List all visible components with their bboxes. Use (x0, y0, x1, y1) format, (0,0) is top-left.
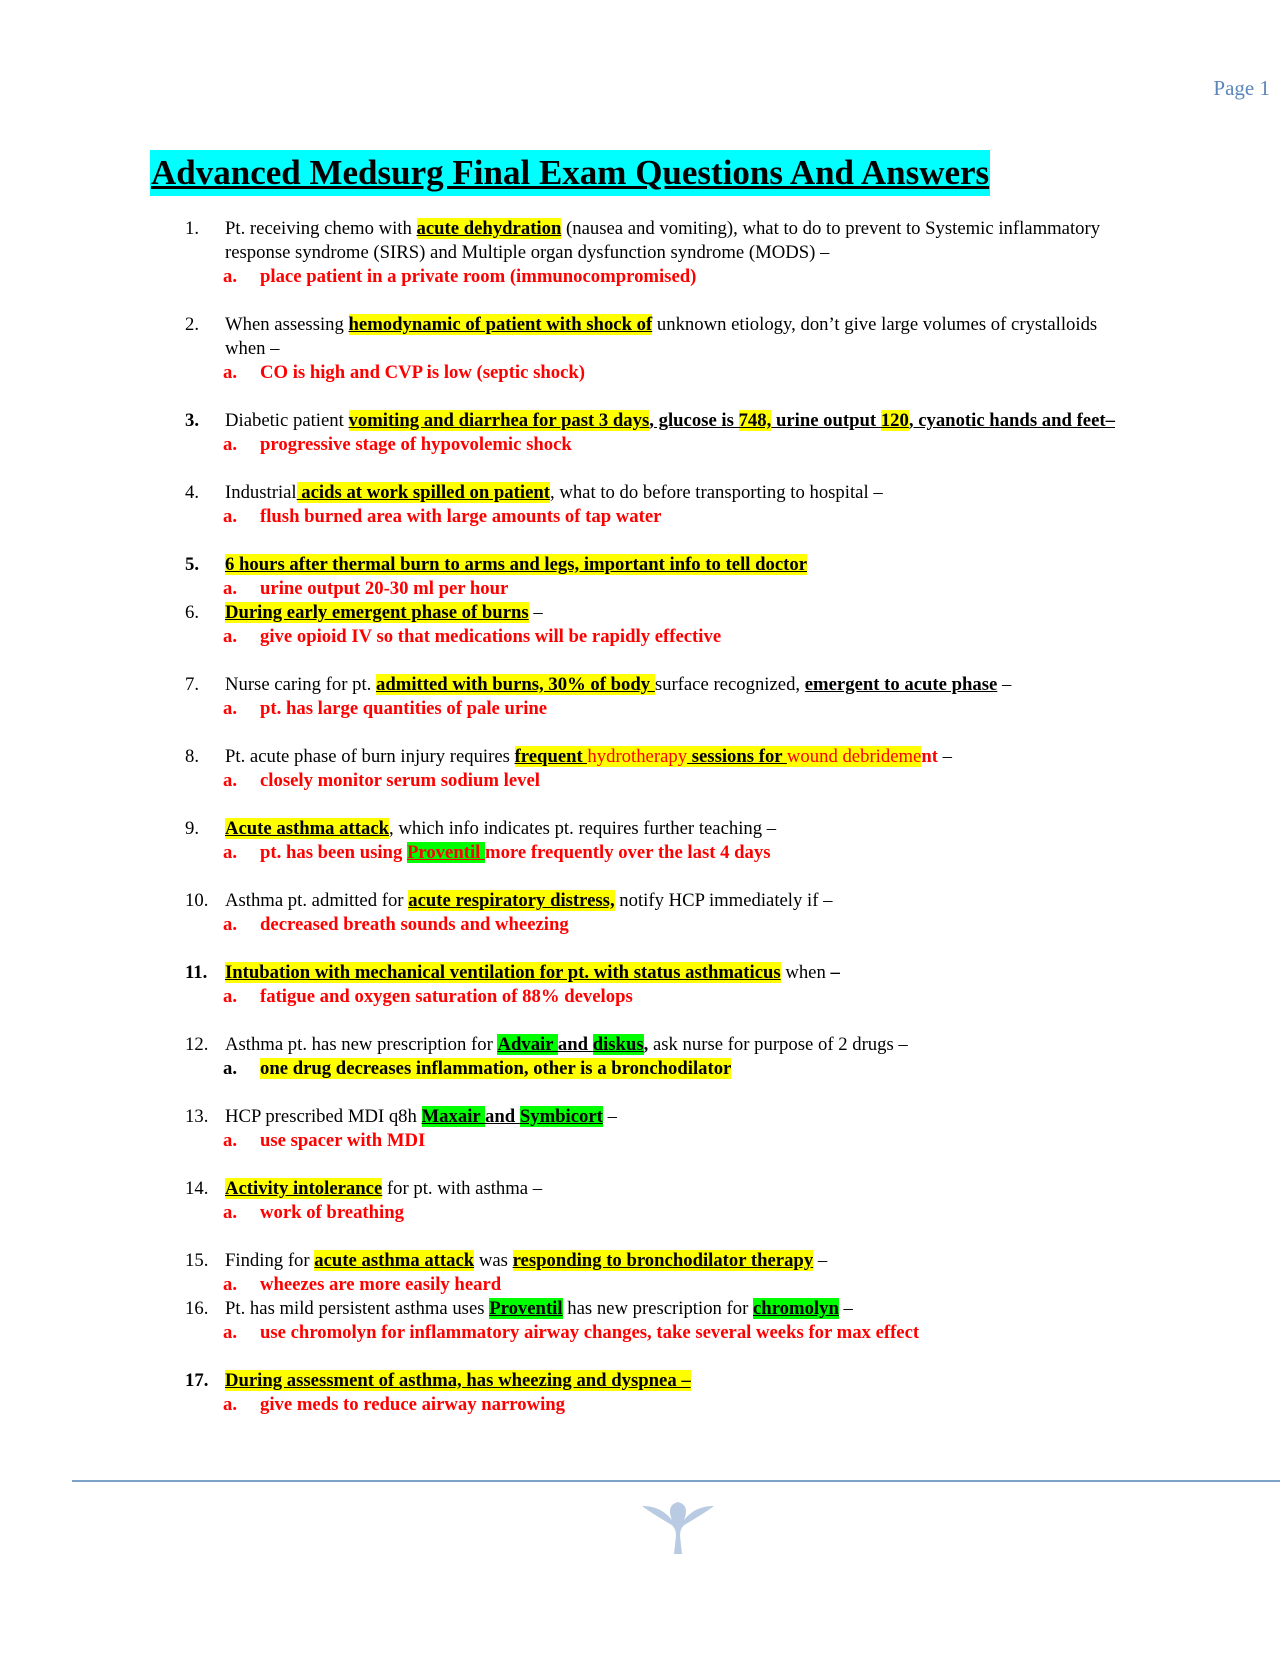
answer-text: give meds to reduce airway narrowing (260, 1394, 566, 1415)
question-text: Pt. has mild persistent asthma uses (225, 1298, 490, 1319)
answer-letter: a. (223, 1394, 238, 1415)
highlight-text: sessions for (687, 746, 787, 767)
highlight-text: chromolyn (753, 1298, 839, 1319)
answer-text: more frequently over the last 4 days (485, 842, 771, 863)
answer-text: use chromolyn for inflammatory airway changes, take several weeks for max effect (260, 1322, 920, 1343)
answer-letter: a. (223, 506, 238, 527)
highlight-text: admitted with burns, 30% of body (376, 674, 655, 695)
highlight-text: 120 (880, 410, 909, 431)
question-2 (185, 313, 1115, 361)
answer-4 (145, 505, 1115, 529)
answer-text: pt. has large quantities of pale urine (260, 698, 548, 719)
answer-text: CO is high and CVP is low (septic shock) (260, 362, 586, 383)
highlight-text: Intubation with mechanical ventilation for pt. with status asthmaticus (225, 962, 781, 983)
question-text: Pt. receiving chemo with (225, 218, 417, 239)
question-text: , (643, 1034, 649, 1055)
emphasis-text: and (485, 1106, 520, 1127)
answer-letter: a. (223, 1322, 238, 1343)
answer-text: place patient in a private room (immunocompromised) (260, 266, 697, 287)
question-text: , what to do before transporting to hospital – (549, 482, 883, 503)
answer-8 (145, 769, 1115, 793)
highlight-text: vomiting and diarrhea for past 3 days (348, 410, 650, 431)
answer-text: wheezes are more easily heard (260, 1274, 502, 1295)
question-11 (185, 961, 1115, 985)
answer-6 (145, 625, 1115, 649)
question-17 (185, 1369, 1115, 1393)
highlight-text: acute asthma attack (314, 1250, 475, 1271)
answer-text: progressive stage of hypovolemic shock (260, 434, 572, 455)
answer-text: work of breathing (260, 1202, 404, 1223)
question-number: 2. (185, 314, 200, 335)
question-text: Nurse caring for pt. (225, 674, 377, 695)
question-13 (185, 1105, 1115, 1129)
question-text: was (474, 1250, 513, 1271)
question-number: 12. (185, 1034, 209, 1055)
question-text: has new prescription for (562, 1298, 754, 1319)
answer-11 (145, 985, 1115, 1009)
question-list (185, 217, 1115, 1417)
answer-letter: a. (223, 1058, 238, 1079)
question-text: notify HCP immediately if – (614, 890, 833, 911)
question-text: – (997, 674, 1012, 695)
question-text: Diabetic patient (225, 410, 349, 431)
question-6 (185, 601, 1115, 625)
answer-text: closely monitor serum sodium level (260, 770, 540, 791)
question-4 (185, 481, 1115, 505)
question-text: – (813, 1250, 828, 1271)
answer-9 (145, 841, 1115, 865)
question-number: 13. (185, 1106, 209, 1127)
answer-letter: a. (223, 842, 238, 863)
question-number: 7. (185, 674, 200, 695)
answer-text: use spacer with MDI (260, 1130, 426, 1151)
answer-text: flush burned area with large amounts of tap water (260, 506, 662, 527)
question-number: 1. (185, 218, 200, 239)
question-number: 8. (185, 746, 200, 767)
highlight-text: responding to bronchodilator therapy (512, 1250, 814, 1271)
question-text: (nausea and vomiting), what to do to prevent to Systemic inflammatory response syndrome (SIRS) and Multiple organ dysfunction syndrome (MODS) – (225, 218, 1101, 263)
question-15 (185, 1249, 1115, 1273)
answer-13 (145, 1129, 1115, 1153)
question-number: 15. (185, 1250, 209, 1271)
question-14 (185, 1177, 1115, 1201)
highlight-text: frequent (514, 746, 588, 767)
question-7 (185, 673, 1115, 697)
question-text: When assessing (225, 314, 349, 335)
question-text: surface recognized, (654, 674, 805, 695)
answer-15 (145, 1273, 1115, 1297)
question-text: Asthma pt. has new prescription for (225, 1034, 498, 1055)
question-8 (185, 745, 1115, 769)
question-number: 16. (185, 1298, 209, 1319)
question-text: Asthma pt. admitted for (225, 890, 409, 911)
answer-letter: a. (223, 1274, 238, 1295)
question-number: 11. (185, 962, 208, 983)
answer-letter: a. (223, 266, 238, 287)
question-3 (185, 409, 1115, 433)
question-text: , glucose is (649, 410, 739, 431)
question-number: 10. (185, 890, 209, 911)
question-text: Industrial (225, 482, 297, 503)
emphasis-text: emergent to acute phase (804, 674, 998, 695)
answer-letter: a. (223, 362, 238, 383)
answer-text: give opioid IV so that medications will be rapidly effective (260, 626, 722, 647)
highlight-text: acute respiratory distress, (408, 890, 615, 911)
question-number: 9. (185, 818, 200, 839)
question-number: 14. (185, 1178, 209, 1199)
question-number: 5. (185, 554, 200, 575)
answer-10 (145, 913, 1115, 937)
question-16 (185, 1297, 1115, 1321)
highlight-text: wound debrideme (786, 746, 922, 767)
highlight-text: diskus (592, 1034, 644, 1055)
answer-text: one drug decreases inflammation, other is a bronchodilator (260, 1058, 732, 1079)
answer-letter: a. (223, 770, 238, 791)
question-12 (185, 1033, 1115, 1057)
emphasis-text: and (557, 1034, 593, 1055)
answer-5 (145, 577, 1115, 601)
answer-letter: a. (223, 1202, 238, 1223)
question-text: Finding for (225, 1250, 315, 1271)
question-9 (185, 817, 1115, 841)
answer-letter: a. (223, 626, 238, 647)
answer-17 (145, 1393, 1115, 1417)
answer-text: fatigue and oxygen saturation of 88% develops (260, 986, 633, 1007)
question-text: , which info indicates pt. requires further teaching – (389, 818, 777, 839)
question-text: for pt. with asthma – (382, 1178, 543, 1199)
answer-text: urine output 20-30 ml per hour (260, 578, 509, 599)
answer-7 (145, 697, 1115, 721)
question-text: urine output (771, 410, 881, 431)
question-10 (185, 889, 1115, 913)
answer-letter: a. (223, 986, 238, 1007)
question-1 (185, 217, 1115, 265)
question-text: unknown etiology, don’t give large volumes of crystalloids when – (225, 314, 1098, 359)
answer-letter: a. (223, 578, 238, 599)
answer-text: decreased breath sounds and wheezing (260, 914, 569, 935)
bird-logo-icon (640, 1500, 716, 1556)
question-text: , cyanotic hands and feet– (908, 410, 1115, 431)
answer-16 (145, 1321, 1115, 1345)
answer-14 (145, 1201, 1115, 1225)
answer-letter: a. (223, 914, 238, 935)
question-number: 4. (185, 482, 200, 503)
highlight-text: Proventil (406, 842, 485, 863)
footer-divider (72, 1480, 1280, 1482)
question-text: HCP prescribed MDI q8h (225, 1106, 422, 1127)
document-title: Advanced Medsurg Final Exam Questions And Answers (150, 150, 990, 196)
highlight-text: Proventil (489, 1298, 563, 1319)
answer-2 (145, 361, 1115, 385)
highlight-text: acute dehydration (416, 218, 562, 239)
highlight-text: Activity intolerance (225, 1178, 383, 1199)
highlight-text: Advair (497, 1034, 558, 1055)
answer-letter: a. (223, 698, 238, 719)
highlight-text: Symbicort (519, 1106, 603, 1127)
highlight-text: hemodynamic of patient with shock of (348, 314, 653, 335)
question-text: nt (921, 746, 938, 767)
question-text: – (937, 746, 952, 767)
answer-1 (145, 265, 1115, 289)
question-number: 17. (185, 1370, 209, 1391)
highlight-text: Maxair (421, 1106, 486, 1127)
question-5 (185, 553, 1115, 577)
question-text: – (602, 1106, 617, 1127)
highlight-text: acids at work spilled on patient (296, 482, 550, 503)
highlight-text: During assessment of asthma, has wheezing and dyspnea – (225, 1370, 691, 1391)
highlight-text: During early emergent phase of burns (225, 602, 529, 623)
question-text: – (830, 962, 840, 983)
answer-letter: a. (223, 1130, 238, 1151)
question-text: when (780, 962, 831, 983)
highlight-text: Acute asthma attack (225, 818, 390, 839)
highlight-text: 6 hours after thermal burn to arms and legs, important info to tell doctor (225, 554, 808, 575)
answer-letter: a. (223, 434, 238, 455)
question-number: 3. (185, 410, 200, 431)
question-text: – (838, 1298, 853, 1319)
answer-text: pt. has been using (260, 842, 407, 863)
question-text: – (528, 602, 543, 623)
question-text: Pt. acute phase of burn injury requires (225, 746, 515, 767)
question-number: 6. (185, 602, 200, 623)
page-number-label: Page 1 (1213, 76, 1270, 100)
highlight-text: 748, (738, 410, 772, 431)
highlight-text: hydrotherapy (587, 746, 688, 767)
answer-12 (145, 1057, 1115, 1081)
answer-3 (145, 433, 1115, 457)
question-text: ask nurse for purpose of 2 drugs – (648, 1034, 908, 1055)
